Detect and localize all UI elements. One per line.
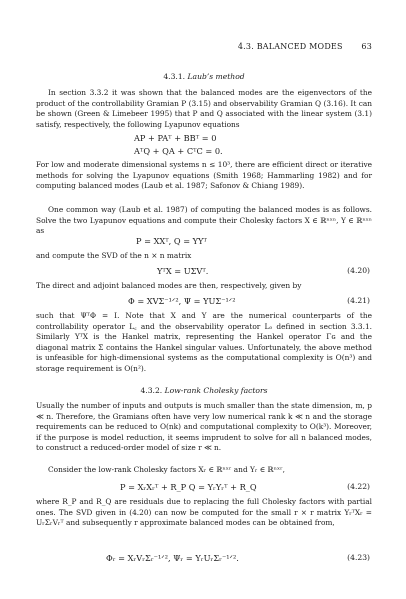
- subsection-heading-2: [36, 386, 372, 395]
- page-number: 63: [361, 42, 372, 51]
- paragraph-laub: One common way (Laub et al. 1987) of computing the balanced modes is as follows. Solve the two Lyapunov equations and compute their Cholesky factors X ∈ ℝⁿˣⁿ, Y ∈ ℝⁿˣⁿ as: [36, 205, 372, 236]
- cholesky-eq-body: P = XXᵀ, Q = YYᵀ: [136, 236, 207, 246]
- eq-4-20-body: YᵀX = UΣVᵀ.: [157, 266, 209, 276]
- running-header: [238, 42, 372, 51]
- eq-4-21-body: Φ = XVΣ⁻¹ᐟ², Ψ = YUΣ⁻¹ᐟ²: [128, 296, 236, 306]
- subsection-heading-1: [36, 72, 372, 81]
- subsection-title: Laub’s method: [187, 72, 245, 81]
- paragraph-intro: In section 3.3.2 it was shown that the balanced modes are the eigenvectors of the product of the controllability Gramian P (3.15) and observability Gramian Q (3.16). It can be shown (Green & Limebeer 1995) that P and Q associated with the linear system (3.1) satisfy, respectively, the following Lyapunov equations: [36, 88, 372, 129]
- paragraph-svd: and compute the SVD of the n × n matrix: [36, 251, 192, 260]
- lyapunov-equations: [36, 133, 372, 159]
- paragraph-methods: For low and moderate dimensional systems n ≤ 10³, there are efficient direct or iterative methods for solving the Lyapunov equations (Smith 1968; Hammarling 1982) and for computing balanced modes (Laub et al. 1987; Safonov & Chiang 1989).: [36, 160, 372, 191]
- eq-4-23-body: Φᵣ = XᵣVᵣΣᵣ⁻¹ᐟ², Ψᵣ = YᵣUᵣΣᵣ⁻¹ᐟ².: [106, 553, 239, 563]
- eq-4-21-number: (4.21): [347, 296, 370, 305]
- equation-4-20: [36, 266, 372, 278]
- equation-4-21: [36, 296, 372, 308]
- lyapunov-eq-2: AᵀQ + QA + CᵀC = 0.: [134, 146, 223, 156]
- paragraph-consider: Consider the low-rank Cholesky factors Xᵣ ∈ ℝⁿˣʳ and Yᵣ ∈ ℝⁿˣʳ,: [48, 465, 286, 474]
- eq-4-22-number: (4.22): [347, 482, 370, 491]
- eq-4-20-number: (4.20): [347, 266, 370, 275]
- header-section: 4.3. BALANCED MODES: [237, 42, 343, 51]
- subsection-title: Low-rank Cholesky factors: [164, 386, 268, 395]
- paragraph-residuals: where R_P and R_Q are residuals due to replacing the full Cholesky factors with partial ones. The SVD given in (4.20) can now be computed for the small r × r matrix YᵣᵀXᵣ = UᵣΣᵣVᵣᵀ and subsequently r approximate balanced modes can be obtained from,: [36, 497, 372, 528]
- cholesky-equation: [36, 236, 372, 248]
- paragraph-hankel: such that ΨᵀΦ = I. Note that X and Y are the numerical counterparts of the controllability operator L꜀ and the observability operator Lₒ defined in section 3.3.1. Similarly YᵀX is the Hankel matrix, representing the Hankel operator Γɢ and the diagonal matrix Σ contains the Hankel singular values. Unfortunately, the above method is unfeasible for high-dimensional systems as the computational complexity is O(n³) and storage requirement is O(n²).: [36, 311, 372, 373]
- eq-4-22-body: P = XᵣXᵣᵀ + R_P Q = YᵣYᵣᵀ + R_Q: [120, 482, 257, 492]
- equation-4-23: [36, 553, 372, 565]
- equation-4-22: [36, 482, 372, 494]
- lyapunov-eq-1: AP + PAᵀ + BBᵀ = 0: [134, 133, 217, 143]
- paragraph-modes: The direct and adjoint balanced modes are then, respectively, given by: [36, 281, 302, 290]
- subsection-number: 4.3.2.: [140, 386, 163, 395]
- subsection-number: 4.3.1.: [163, 72, 186, 81]
- paragraph-lowrank: Usually the number of inputs and outputs is much smaller than the state dimension, m, p ≪ n. Therefore, the Gramians often have very low numerical rank k ≪ n and the storage requirements can be reduced to O(nk) and computational complexity to O(k³). Moreover, if the purpose is model reduction, it seems imprudent to solve for all n balanced modes, to construct a reduced-order model of size r ≪ n.: [36, 401, 372, 453]
- eq-4-23-number: (4.23): [347, 553, 370, 562]
